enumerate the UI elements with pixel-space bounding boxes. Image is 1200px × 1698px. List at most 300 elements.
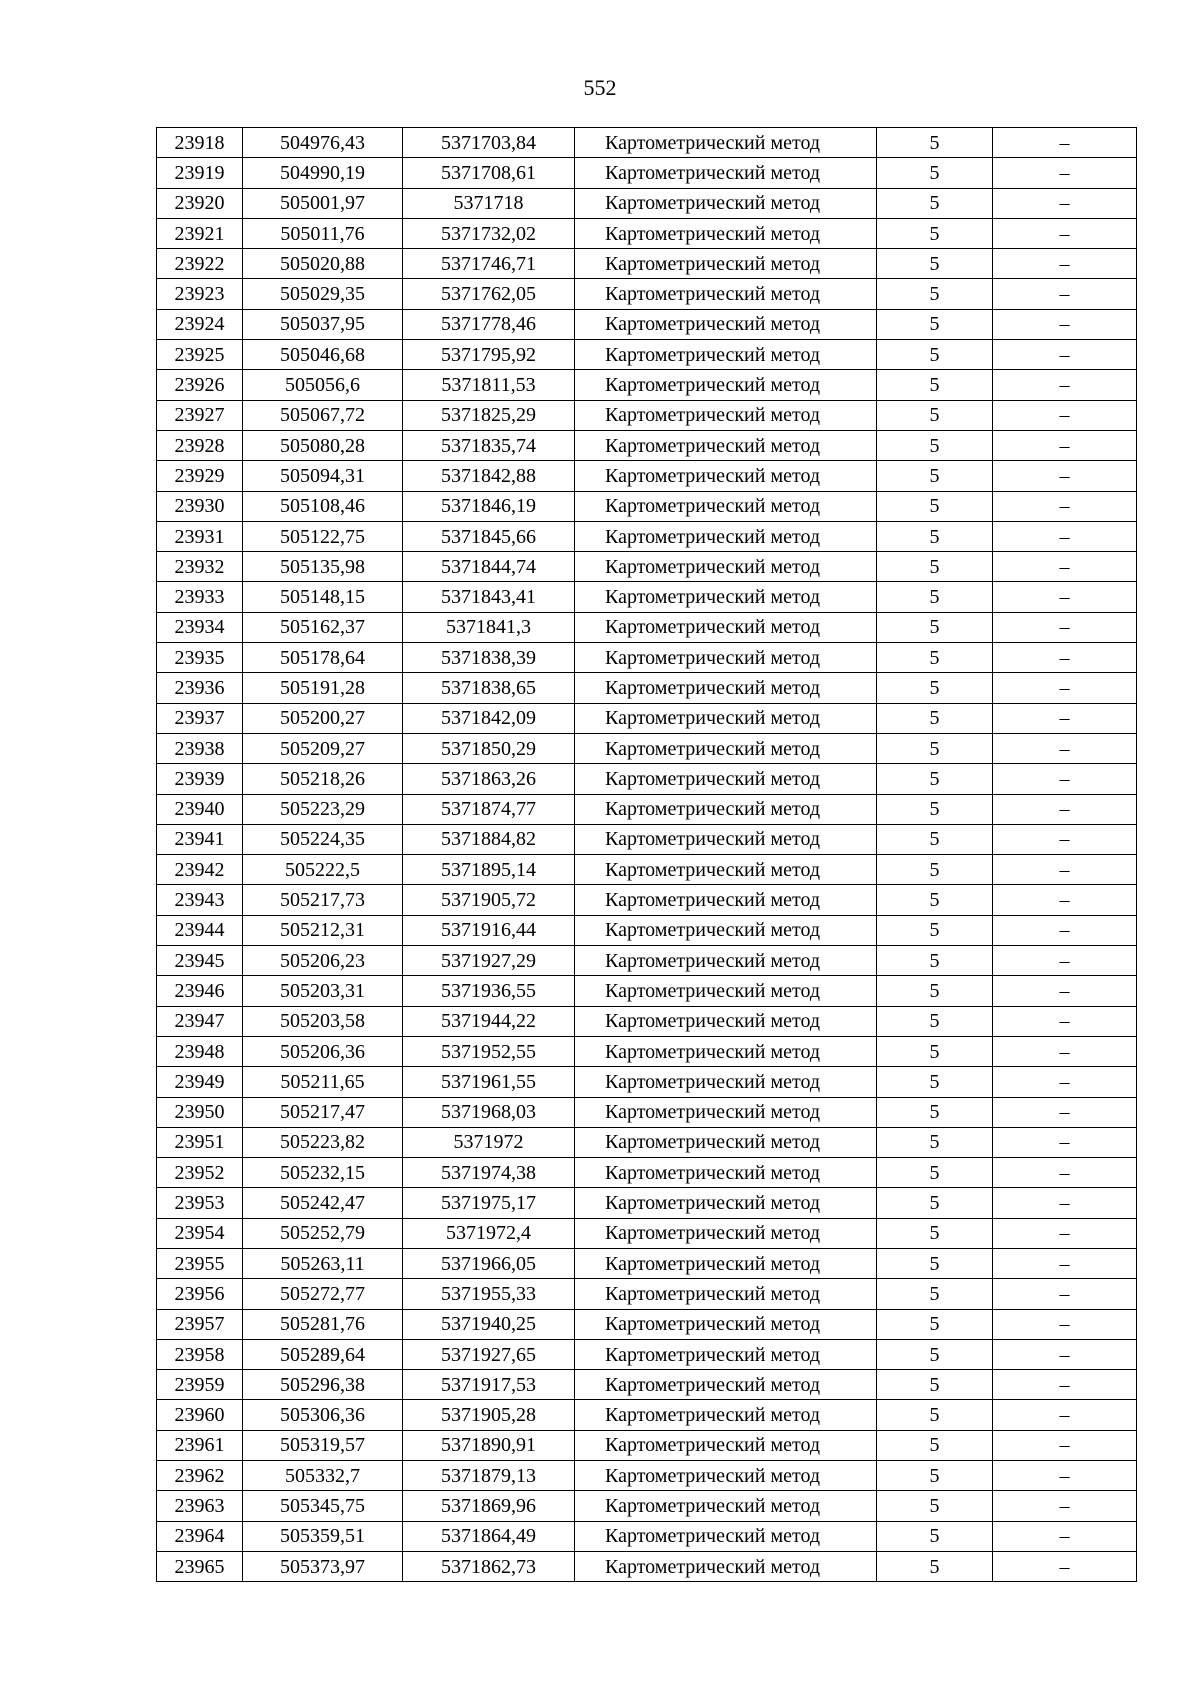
note-cell: –	[993, 764, 1137, 794]
y-coordinate-cell: 5371835,74	[403, 430, 575, 460]
y-coordinate-cell: 5371916,44	[403, 915, 575, 945]
x-coordinate-cell: 505222,5	[243, 855, 403, 885]
accuracy-cell: 5	[877, 1188, 993, 1218]
method-cell: Картометрический метод	[575, 1036, 877, 1066]
note-cell: –	[993, 733, 1137, 763]
accuracy-cell: 5	[877, 612, 993, 642]
accuracy-cell: 5	[877, 582, 993, 612]
x-coordinate-cell: 505203,31	[243, 976, 403, 1006]
table-row	[157, 794, 1137, 824]
accuracy-cell: 5	[877, 1279, 993, 1309]
x-coordinate-cell: 505178,64	[243, 643, 403, 673]
note-cell: –	[993, 946, 1137, 976]
table-row	[157, 855, 1137, 885]
note-cell: –	[993, 249, 1137, 279]
accuracy-cell: 5	[877, 400, 993, 430]
method-cell: Картометрический метод	[575, 188, 877, 218]
accuracy-cell: 5	[877, 552, 993, 582]
table-row	[157, 764, 1137, 794]
x-coordinate-cell: 505203,58	[243, 1006, 403, 1036]
accuracy-cell: 5	[877, 1430, 993, 1460]
method-cell: Картометрический метод	[575, 249, 877, 279]
accuracy-cell: 5	[877, 279, 993, 309]
x-coordinate-cell: 505020,88	[243, 249, 403, 279]
method-cell: Картометрический метод	[575, 1006, 877, 1036]
point-number-cell: 23957	[157, 1309, 243, 1339]
method-cell: Картометрический метод	[575, 764, 877, 794]
point-number-cell: 23958	[157, 1339, 243, 1369]
y-coordinate-cell: 5371966,05	[403, 1248, 575, 1278]
x-coordinate-cell: 505232,15	[243, 1158, 403, 1188]
note-cell: –	[993, 703, 1137, 733]
method-cell: Картометрический метод	[575, 1370, 877, 1400]
x-coordinate-cell: 505206,36	[243, 1036, 403, 1066]
table-row	[157, 188, 1137, 218]
point-number-cell: 23937	[157, 703, 243, 733]
method-cell: Картометрический метод	[575, 1521, 877, 1551]
x-coordinate-cell: 504976,43	[243, 128, 403, 158]
x-coordinate-cell: 505046,68	[243, 340, 403, 370]
note-cell: –	[993, 158, 1137, 188]
accuracy-cell: 5	[877, 128, 993, 158]
point-number-cell: 23935	[157, 643, 243, 673]
y-coordinate-cell: 5371703,84	[403, 128, 575, 158]
method-cell: Картометрический метод	[575, 1248, 877, 1278]
y-coordinate-cell: 5371944,22	[403, 1006, 575, 1036]
y-coordinate-cell: 5371732,02	[403, 218, 575, 248]
accuracy-cell: 5	[877, 1370, 993, 1400]
table-row	[157, 309, 1137, 339]
accuracy-cell: 5	[877, 340, 993, 370]
table-row	[157, 582, 1137, 612]
x-coordinate-cell: 505037,95	[243, 309, 403, 339]
note-cell: –	[993, 1188, 1137, 1218]
point-number-cell: 23924	[157, 309, 243, 339]
method-cell: Картометрический метод	[575, 1491, 877, 1521]
accuracy-cell: 5	[877, 249, 993, 279]
table-row	[157, 673, 1137, 703]
table-row	[157, 1036, 1137, 1066]
y-coordinate-cell: 5371869,96	[403, 1491, 575, 1521]
note-cell: –	[993, 1400, 1137, 1430]
x-coordinate-cell: 505263,11	[243, 1248, 403, 1278]
x-coordinate-cell: 505296,38	[243, 1370, 403, 1400]
method-cell: Картометрический метод	[575, 1551, 877, 1581]
y-coordinate-cell: 5371936,55	[403, 976, 575, 1006]
table-row	[157, 1127, 1137, 1157]
method-cell: Картометрический метод	[575, 1188, 877, 1218]
point-number-cell: 23959	[157, 1370, 243, 1400]
note-cell: –	[993, 612, 1137, 642]
note-cell: –	[993, 582, 1137, 612]
y-coordinate-cell: 5371905,28	[403, 1400, 575, 1430]
method-cell: Картометрический метод	[575, 673, 877, 703]
x-coordinate-cell: 505359,51	[243, 1521, 403, 1551]
point-number-cell: 23925	[157, 340, 243, 370]
method-cell: Картометрический метод	[575, 855, 877, 885]
x-coordinate-cell: 505209,27	[243, 733, 403, 763]
table-row	[157, 612, 1137, 642]
method-cell: Картометрический метод	[575, 521, 877, 551]
method-cell: Картометрический метод	[575, 430, 877, 460]
point-number-cell: 23933	[157, 582, 243, 612]
table-row	[157, 158, 1137, 188]
x-coordinate-cell: 505056,6	[243, 370, 403, 400]
accuracy-cell: 5	[877, 1521, 993, 1551]
y-coordinate-cell: 5371843,41	[403, 582, 575, 612]
table-row	[157, 824, 1137, 854]
accuracy-cell: 5	[877, 521, 993, 551]
accuracy-cell: 5	[877, 1127, 993, 1157]
note-cell: –	[993, 1279, 1137, 1309]
method-cell: Картометрический метод	[575, 461, 877, 491]
x-coordinate-cell: 505135,98	[243, 552, 403, 582]
accuracy-cell: 5	[877, 1400, 993, 1430]
y-coordinate-cell: 5371845,66	[403, 521, 575, 551]
y-coordinate-cell: 5371844,74	[403, 552, 575, 582]
method-cell: Картометрический метод	[575, 158, 877, 188]
table-row	[157, 1430, 1137, 1460]
table-row	[157, 1218, 1137, 1248]
accuracy-cell: 5	[877, 1006, 993, 1036]
table-row	[157, 1521, 1137, 1551]
table-row	[157, 1491, 1137, 1521]
y-coordinate-cell: 5371940,25	[403, 1309, 575, 1339]
method-cell: Картометрический метод	[575, 491, 877, 521]
y-coordinate-cell: 5371874,77	[403, 794, 575, 824]
x-coordinate-cell: 505217,47	[243, 1097, 403, 1127]
y-coordinate-cell: 5371850,29	[403, 733, 575, 763]
accuracy-cell: 5	[877, 643, 993, 673]
method-cell: Картометрический метод	[575, 1430, 877, 1460]
table-row	[157, 1551, 1137, 1581]
x-coordinate-cell: 505332,7	[243, 1461, 403, 1491]
x-coordinate-cell: 505212,31	[243, 915, 403, 945]
note-cell: –	[993, 1309, 1137, 1339]
table-row	[157, 976, 1137, 1006]
point-number-cell: 23919	[157, 158, 243, 188]
table-row	[157, 1279, 1137, 1309]
y-coordinate-cell: 5371972	[403, 1127, 575, 1157]
accuracy-cell: 5	[877, 370, 993, 400]
method-cell: Картометрический метод	[575, 976, 877, 1006]
point-number-cell: 23956	[157, 1279, 243, 1309]
method-cell: Картометрический метод	[575, 703, 877, 733]
x-coordinate-cell: 505001,97	[243, 188, 403, 218]
table-row	[157, 1067, 1137, 1097]
x-coordinate-cell: 505217,73	[243, 885, 403, 915]
x-coordinate-cell: 505223,29	[243, 794, 403, 824]
note-cell: –	[993, 521, 1137, 551]
point-number-cell: 23930	[157, 491, 243, 521]
method-cell: Картометрический метод	[575, 1279, 877, 1309]
method-cell: Картометрический метод	[575, 1461, 877, 1491]
x-coordinate-cell: 505094,31	[243, 461, 403, 491]
point-number-cell: 23928	[157, 430, 243, 460]
x-coordinate-cell: 505373,97	[243, 1551, 403, 1581]
y-coordinate-cell: 5371955,33	[403, 1279, 575, 1309]
note-cell: –	[993, 673, 1137, 703]
table-row	[157, 643, 1137, 673]
y-coordinate-cell: 5371842,09	[403, 703, 575, 733]
point-number-cell: 23922	[157, 249, 243, 279]
point-number-cell: 23947	[157, 1006, 243, 1036]
method-cell: Картометрический метод	[575, 1097, 877, 1127]
table-row	[157, 128, 1137, 158]
point-number-cell: 23932	[157, 552, 243, 582]
method-cell: Картометрический метод	[575, 218, 877, 248]
point-number-cell: 23963	[157, 1491, 243, 1521]
table-row	[157, 1188, 1137, 1218]
note-cell: –	[993, 1006, 1137, 1036]
method-cell: Картометрический метод	[575, 1218, 877, 1248]
point-number-cell: 23948	[157, 1036, 243, 1066]
accuracy-cell: 5	[877, 1097, 993, 1127]
accuracy-cell: 5	[877, 461, 993, 491]
x-coordinate-cell: 505011,76	[243, 218, 403, 248]
y-coordinate-cell: 5371879,13	[403, 1461, 575, 1491]
note-cell: –	[993, 855, 1137, 885]
accuracy-cell: 5	[877, 1461, 993, 1491]
note-cell: –	[993, 128, 1137, 158]
point-number-cell: 23923	[157, 279, 243, 309]
y-coordinate-cell: 5371825,29	[403, 400, 575, 430]
x-coordinate-cell: 505281,76	[243, 1309, 403, 1339]
note-cell: –	[993, 1430, 1137, 1460]
table-row	[157, 1400, 1137, 1430]
method-cell: Картометрический метод	[575, 128, 877, 158]
note-cell: –	[993, 491, 1137, 521]
accuracy-cell: 5	[877, 915, 993, 945]
table-row	[157, 915, 1137, 945]
point-number-cell: 23936	[157, 673, 243, 703]
note-cell: –	[993, 461, 1137, 491]
note-cell: –	[993, 1158, 1137, 1188]
accuracy-cell: 5	[877, 1067, 993, 1097]
table-row	[157, 249, 1137, 279]
accuracy-cell: 5	[877, 673, 993, 703]
y-coordinate-cell: 5371968,03	[403, 1097, 575, 1127]
note-cell: –	[993, 1248, 1137, 1278]
note-cell: –	[993, 430, 1137, 460]
x-coordinate-cell: 505162,37	[243, 612, 403, 642]
method-cell: Картометрический метод	[575, 885, 877, 915]
accuracy-cell: 5	[877, 309, 993, 339]
table-row	[157, 521, 1137, 551]
point-number-cell: 23950	[157, 1097, 243, 1127]
method-cell: Картометрический метод	[575, 400, 877, 430]
point-number-cell: 23939	[157, 764, 243, 794]
x-coordinate-cell: 505122,75	[243, 521, 403, 551]
x-coordinate-cell: 505252,79	[243, 1218, 403, 1248]
accuracy-cell: 5	[877, 218, 993, 248]
note-cell: –	[993, 794, 1137, 824]
note-cell: –	[993, 1036, 1137, 1066]
accuracy-cell: 5	[877, 1158, 993, 1188]
note-cell: –	[993, 1521, 1137, 1551]
y-coordinate-cell: 5371884,82	[403, 824, 575, 854]
y-coordinate-cell: 5371795,92	[403, 340, 575, 370]
x-coordinate-cell: 505242,47	[243, 1188, 403, 1218]
note-cell: –	[993, 976, 1137, 1006]
x-coordinate-cell: 505272,77	[243, 1279, 403, 1309]
point-number-cell: 23964	[157, 1521, 243, 1551]
method-cell: Картометрический метод	[575, 1339, 877, 1369]
accuracy-cell: 5	[877, 158, 993, 188]
table-row	[157, 1461, 1137, 1491]
accuracy-cell: 5	[877, 946, 993, 976]
note-cell: –	[993, 218, 1137, 248]
point-number-cell: 23941	[157, 824, 243, 854]
point-number-cell: 23927	[157, 400, 243, 430]
method-cell: Картометрический метод	[575, 643, 877, 673]
accuracy-cell: 5	[877, 1551, 993, 1581]
accuracy-cell: 5	[877, 824, 993, 854]
table-row	[157, 1158, 1137, 1188]
point-number-cell: 23944	[157, 915, 243, 945]
y-coordinate-cell: 5371864,49	[403, 1521, 575, 1551]
accuracy-cell: 5	[877, 1491, 993, 1521]
y-coordinate-cell: 5371838,39	[403, 643, 575, 673]
table-row	[157, 885, 1137, 915]
y-coordinate-cell: 5371746,71	[403, 249, 575, 279]
method-cell: Картометрический метод	[575, 340, 877, 370]
method-cell: Картометрический метод	[575, 794, 877, 824]
y-coordinate-cell: 5371718	[403, 188, 575, 218]
method-cell: Картометрический метод	[575, 370, 877, 400]
method-cell: Картометрический метод	[575, 1309, 877, 1339]
x-coordinate-cell: 505319,57	[243, 1430, 403, 1460]
y-coordinate-cell: 5371862,73	[403, 1551, 575, 1581]
y-coordinate-cell: 5371838,65	[403, 673, 575, 703]
x-coordinate-cell: 505345,75	[243, 1491, 403, 1521]
note-cell: –	[993, 1067, 1137, 1097]
x-coordinate-cell: 505306,36	[243, 1400, 403, 1430]
table-row	[157, 279, 1137, 309]
table-row	[157, 733, 1137, 763]
method-cell: Картометрический метод	[575, 612, 877, 642]
table-row	[157, 370, 1137, 400]
accuracy-cell: 5	[877, 188, 993, 218]
method-cell: Картометрический метод	[575, 1158, 877, 1188]
table-row	[157, 552, 1137, 582]
note-cell: –	[993, 643, 1137, 673]
y-coordinate-cell: 5371890,91	[403, 1430, 575, 1460]
method-cell: Картометрический метод	[575, 552, 877, 582]
point-number-cell: 23943	[157, 885, 243, 915]
point-number-cell: 23953	[157, 1188, 243, 1218]
y-coordinate-cell: 5371905,72	[403, 885, 575, 915]
x-coordinate-cell: 505067,72	[243, 400, 403, 430]
y-coordinate-cell: 5371975,17	[403, 1188, 575, 1218]
method-cell: Картометрический метод	[575, 582, 877, 612]
table-row	[157, 218, 1137, 248]
note-cell: –	[993, 340, 1137, 370]
coordinates-table	[156, 127, 1137, 1582]
coordinates-table-body	[157, 128, 1137, 1582]
point-number-cell: 23945	[157, 946, 243, 976]
note-cell: –	[993, 1127, 1137, 1157]
table-row	[157, 1006, 1137, 1036]
point-number-cell: 23952	[157, 1158, 243, 1188]
accuracy-cell: 5	[877, 885, 993, 915]
accuracy-cell: 5	[877, 764, 993, 794]
note-cell: –	[993, 885, 1137, 915]
point-number-cell: 23955	[157, 1248, 243, 1278]
y-coordinate-cell: 5371762,05	[403, 279, 575, 309]
accuracy-cell: 5	[877, 733, 993, 763]
note-cell: –	[993, 370, 1137, 400]
accuracy-cell: 5	[877, 1218, 993, 1248]
point-number-cell: 23929	[157, 461, 243, 491]
point-number-cell: 23942	[157, 855, 243, 885]
note-cell: –	[993, 309, 1137, 339]
table-row	[157, 1097, 1137, 1127]
x-coordinate-cell: 504990,19	[243, 158, 403, 188]
method-cell: Картометрический метод	[575, 824, 877, 854]
note-cell: –	[993, 279, 1137, 309]
table-row	[157, 430, 1137, 460]
accuracy-cell: 5	[877, 491, 993, 521]
y-coordinate-cell: 5371863,26	[403, 764, 575, 794]
x-coordinate-cell: 505200,27	[243, 703, 403, 733]
method-cell: Картометрический метод	[575, 946, 877, 976]
y-coordinate-cell: 5371927,65	[403, 1339, 575, 1369]
point-number-cell: 23951	[157, 1127, 243, 1157]
note-cell: –	[993, 824, 1137, 854]
accuracy-cell: 5	[877, 1248, 993, 1278]
note-cell: –	[993, 1491, 1137, 1521]
x-coordinate-cell: 505029,35	[243, 279, 403, 309]
y-coordinate-cell: 5371811,53	[403, 370, 575, 400]
accuracy-cell: 5	[877, 1339, 993, 1369]
y-coordinate-cell: 5371846,19	[403, 491, 575, 521]
note-cell: –	[993, 915, 1137, 945]
x-coordinate-cell: 505191,28	[243, 673, 403, 703]
table-row	[157, 1248, 1137, 1278]
point-number-cell: 23965	[157, 1551, 243, 1581]
y-coordinate-cell: 5371927,29	[403, 946, 575, 976]
point-number-cell: 23938	[157, 733, 243, 763]
accuracy-cell: 5	[877, 430, 993, 460]
x-coordinate-cell: 505108,46	[243, 491, 403, 521]
method-cell: Картометрический метод	[575, 309, 877, 339]
table-row	[157, 703, 1137, 733]
x-coordinate-cell: 505224,35	[243, 824, 403, 854]
point-number-cell: 23934	[157, 612, 243, 642]
point-number-cell: 23920	[157, 188, 243, 218]
table-row	[157, 340, 1137, 370]
note-cell: –	[993, 1097, 1137, 1127]
point-number-cell: 23918	[157, 128, 243, 158]
x-coordinate-cell: 505080,28	[243, 430, 403, 460]
y-coordinate-cell: 5371842,88	[403, 461, 575, 491]
method-cell: Картометрический метод	[575, 915, 877, 945]
page-number: 552	[583, 75, 617, 100]
method-cell: Картометрический метод	[575, 1067, 877, 1097]
accuracy-cell: 5	[877, 855, 993, 885]
table-row	[157, 400, 1137, 430]
table-row	[157, 946, 1137, 976]
point-number-cell: 23926	[157, 370, 243, 400]
x-coordinate-cell: 505218,26	[243, 764, 403, 794]
method-cell: Картометрический метод	[575, 1400, 877, 1430]
y-coordinate-cell: 5371917,53	[403, 1370, 575, 1400]
table-row	[157, 491, 1137, 521]
y-coordinate-cell: 5371841,3	[403, 612, 575, 642]
method-cell: Картометрический метод	[575, 1127, 877, 1157]
accuracy-cell: 5	[877, 976, 993, 1006]
